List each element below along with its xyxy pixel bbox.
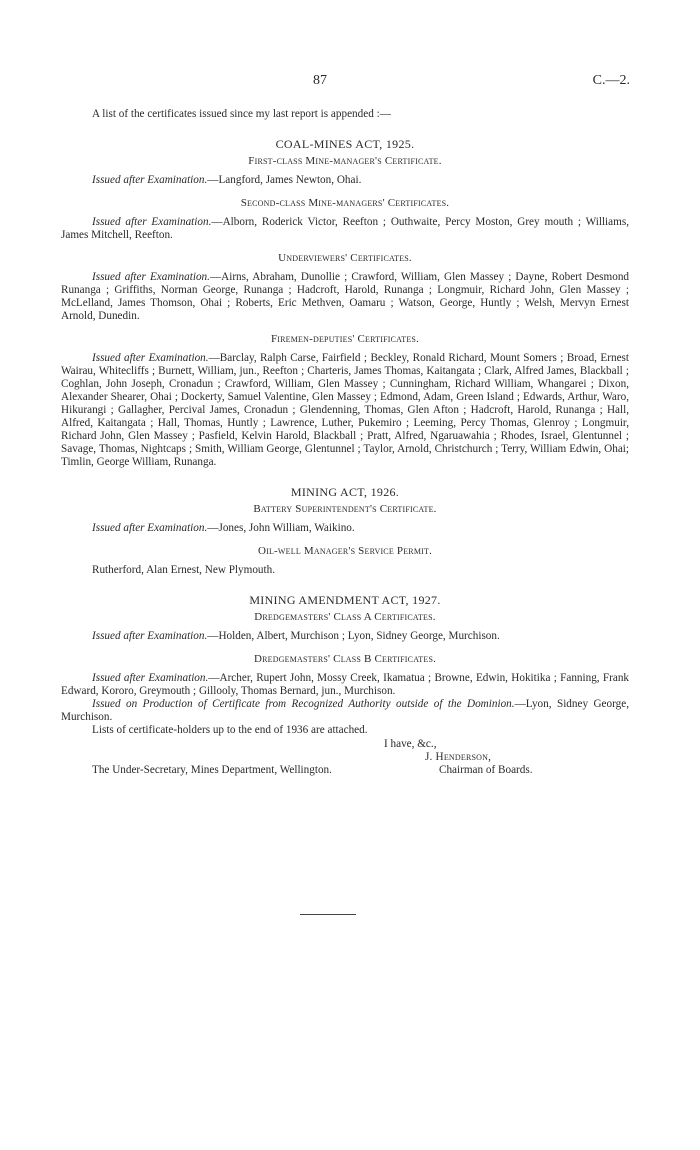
issued-label: Issued after Examination. (92, 522, 208, 534)
signature-block (61, 738, 629, 780)
lists-note: Lists of certificate-holders up to the end of 1936 are attached. (92, 724, 368, 736)
issued-label: Issued after Examination. (92, 271, 210, 283)
addressee: The Under-Secretary, Mines Department, Wellington. (92, 764, 332, 776)
second-class-paragraph (61, 216, 629, 242)
issued-label: Issued after Examination. (92, 174, 208, 186)
battery-paragraph (61, 522, 629, 535)
class-a-list: —Holden, Albert, Murchison ; Lyon, Sidney George, Murchison. (207, 630, 500, 642)
coal-mines-act-title: COAL-MINES ACT, 1925. (275, 137, 415, 151)
firemen-paragraph (61, 352, 629, 469)
oil-well-paragraph: Rutherford, Alan Ernest, New Plymouth. (92, 564, 276, 576)
document-body (61, 108, 629, 780)
underviewers-list: —Airns, Abraham, Dunollie ; Crawford, William, Glen Massey ; Dayne, Robert Desmond Runanga ; Griffiths, Norman George, Runanga ; Hadcroft, Harold, Runanga ; Longmuir, Richard John, Glen Massey ; McLelland, James Thomson, Ohai ; Roberts, Eric Methven, Oamaru ; Watson, George, Huntly ; Welsh, Mervyn Ernest Arnold, Dunedin. (61, 271, 630, 322)
page-header (0, 73, 700, 93)
firemen-list: —Barclay, Ralph Carse, Fairfield ; Beckley, Ronald Richard, Mount Somers ; Broad, Ernest Wairau, Whitecliffs ; Burnett, William, jun., Reefton ; Charteris, James Thomas, Kaitangata ; Clark, Alfred James, Blackball ; Coghlan, John Joseph, Cronadun ; Crawford, William, Glen Massey ; Cunningham, Richard William, Whangarei ; Dixon, Alexander Shearer, Ohai ; Dockerty, Samuel Valentine, Glen Massey ; Edmond, Adam, Green Island ; Edwards, Arthur, Waro, Hikurangi ; Gallagher, Percival James, Cronadun ; Glendenning, Thomas, Glen Afton ; Hadcroft, Harold, Runanga ; Hall, Alfred, Kaitangata ; Hall, Thomas, Huntly ; Lawrence, Luther, Pukemiro ; Leeming, Percy Thomas, Glenroy ; Longmuir, Richard John, Glen Massey ; Pasfield, Kelvin Harold, Blackball ; Pratt, Alfred, Ngaruawahia ; Rhodes, Israel, Glentunnel ; Savage, Thomas, Nightcaps ; Smith, William George, Glentunnel ; Taylor, Arnold, Christchurch ; Terry, William Edwin, Ohai; Timlin, George William, Runanga. (61, 352, 629, 468)
issued-label: Issued after Examination. (92, 216, 212, 228)
firemen-heading: Firemen-deputies' Certificates. (270, 333, 420, 345)
signatory-name: J. Henderson, (425, 751, 492, 763)
class-a-heading: Dredgemasters' Class A Certificates. (254, 611, 436, 623)
class-a-paragraph (61, 630, 629, 643)
mining-amendment-act-title: MINING AMENDMENT ACT, 1927. (249, 593, 441, 607)
issued-label: Issued after Examination. (92, 630, 208, 642)
first-class-list: —Langford, James Newton, Ohai. (207, 174, 362, 186)
class-b-production-paragraph (61, 698, 629, 724)
oil-well-heading: Oil-well Manager's Service Permit. (257, 545, 433, 557)
battery-heading: Battery Superintendent's Certificate. (253, 503, 437, 515)
document-reference: C.—2. (592, 73, 630, 88)
closing-salutation: I have, &c., (384, 738, 437, 750)
battery-list: —Jones, John William, Waikino. (207, 522, 355, 534)
second-class-list: —Alborn, Roderick Victor, Reefton ; Outhwaite, Percy Moston, Grey mouth ; Williams, James Mitchell, Reefton. (61, 216, 629, 241)
class-b-paragraph (61, 672, 629, 698)
second-class-heading: Second-class Mine-managers' Certificates. (240, 197, 450, 209)
issued-label: Issued after Examination. (92, 352, 209, 364)
production-list: —Lyon, Sidney George, Murchison. (61, 698, 629, 723)
production-label: Issued on Production of Certificate from Recognized Authority outside of the Dominion. (92, 698, 515, 710)
underviewers-heading: Underviewers' Certificates. (278, 252, 412, 264)
end-rule (300, 914, 356, 915)
issued-label: Issued after Examination. (92, 672, 209, 684)
first-class-heading: First-class Mine-manager's Certificate. (248, 155, 442, 167)
mining-act-title: MINING ACT, 1926. (290, 485, 400, 499)
signatory-title: Chairman of Boards. (439, 764, 533, 776)
first-class-paragraph (61, 174, 629, 187)
page-number: 87 (313, 73, 327, 88)
underviewers-paragraph (61, 271, 629, 323)
class-b-list: —Archer, Rupert John, Mossy Creek, Ikamatua ; Browne, Edwin, Hokitika ; Fanning, Frank Edward, Kororo, Greymouth ; Gillooly, Thomas Bernard, jun., Murchison. (61, 672, 630, 697)
intro-paragraph: A list of the certificates issued since my last report is appended :— (92, 108, 391, 120)
class-b-heading: Dredgemasters' Class B Certificates. (253, 653, 437, 665)
